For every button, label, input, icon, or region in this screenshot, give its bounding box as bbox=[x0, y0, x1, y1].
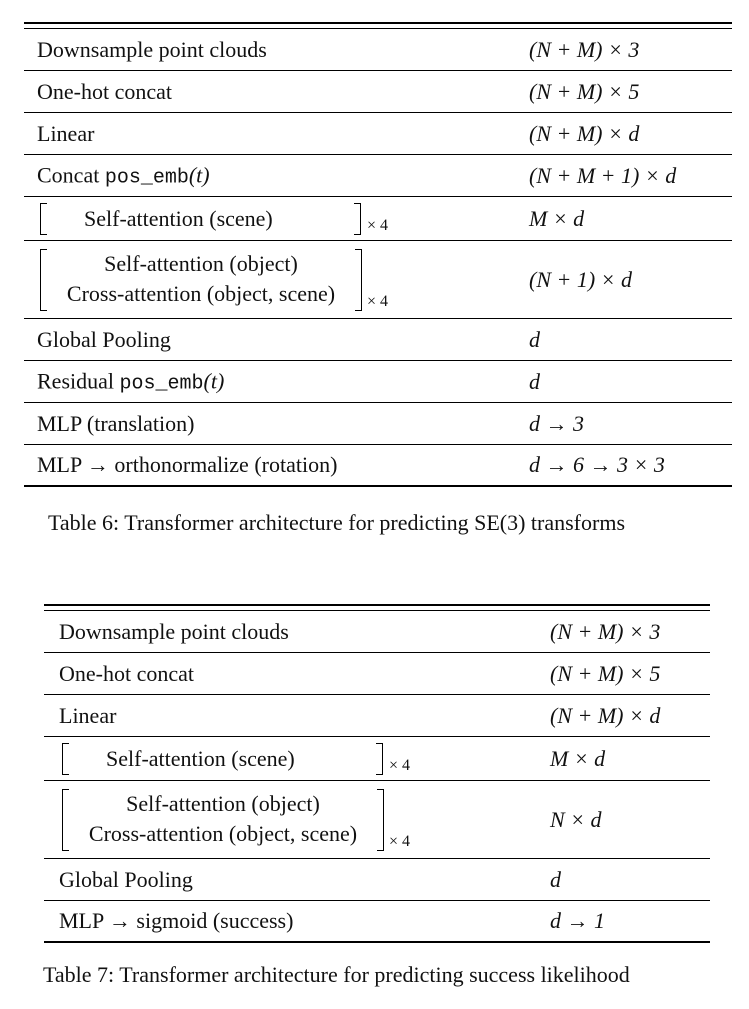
table-row bbox=[24, 113, 732, 155]
table-row bbox=[24, 29, 732, 71]
output-cell: (N + M) × 3 bbox=[529, 36, 640, 62]
layer-line: Cross-attention (object, scene) bbox=[66, 281, 336, 306]
table-7-caption: Table 7: Transformer architecture for predicting success likelihood bbox=[43, 962, 630, 987]
right-bracket bbox=[377, 789, 384, 851]
layer-cell: MLP → orthonormalize (rotation) bbox=[37, 452, 338, 477]
output-cell: d bbox=[550, 866, 561, 892]
layer-cell: Self-attention (scene) bbox=[106, 745, 295, 771]
layer-suffix: (t) bbox=[188, 162, 210, 187]
layer-stack bbox=[68, 789, 378, 849]
table-top-rule bbox=[24, 22, 732, 29]
table-row bbox=[44, 859, 710, 901]
table-6-caption: Table 6: Transformer architecture for predicting SE(3) transforms bbox=[48, 510, 626, 535]
table-row bbox=[24, 319, 732, 361]
table-row bbox=[24, 71, 732, 113]
right-bracket bbox=[354, 203, 361, 235]
repeat-label: × 4 bbox=[389, 833, 411, 850]
repeat-label: × 4 bbox=[367, 293, 389, 310]
layer-cell bbox=[37, 162, 210, 189]
layer-cell: Downsample point clouds bbox=[59, 618, 289, 644]
layer-cell: Self-attention (scene) bbox=[84, 205, 273, 231]
table-row bbox=[44, 737, 710, 781]
output-cell: d → 6 → 3 × 3 bbox=[529, 452, 665, 477]
layer-cell: MLP → sigmoid (success) bbox=[59, 908, 294, 933]
table-7 bbox=[44, 604, 710, 943]
table-row bbox=[24, 361, 732, 403]
output-cell: d → 1 bbox=[550, 908, 605, 933]
output-cell: d → 3 bbox=[529, 410, 584, 436]
output-cell: M × d bbox=[550, 745, 606, 771]
output-cell: (N + M) × 3 bbox=[550, 618, 661, 644]
layer-suffix: (t) bbox=[203, 368, 225, 393]
table-row bbox=[24, 445, 732, 487]
table-row bbox=[24, 241, 732, 319]
table-row bbox=[24, 155, 732, 197]
table-row bbox=[24, 403, 732, 445]
table-row bbox=[24, 197, 732, 241]
layer-line: Self-attention (object) bbox=[104, 251, 298, 276]
layer-stack bbox=[46, 249, 356, 309]
layer-cell: Downsample point clouds bbox=[37, 36, 267, 62]
output-cell: N × d bbox=[550, 806, 602, 832]
output-cell: (N + M) × 5 bbox=[529, 78, 640, 104]
layer-code: pos_emb bbox=[104, 166, 189, 189]
output-cell: (N + M + 1) × d bbox=[529, 162, 677, 188]
layer-cell: Linear bbox=[59, 702, 117, 728]
layer-line: Cross-attention (object, scene) bbox=[88, 821, 358, 846]
layer-cell: Linear bbox=[37, 120, 95, 146]
table-row bbox=[44, 695, 710, 737]
layer-cell: One-hot concat bbox=[59, 660, 194, 686]
repeat-label: × 4 bbox=[389, 757, 411, 774]
output-cell: d bbox=[529, 368, 540, 394]
table-row bbox=[44, 901, 710, 943]
left-bracket bbox=[62, 743, 69, 775]
right-bracket bbox=[376, 743, 383, 775]
output-cell: d bbox=[529, 326, 540, 352]
table-row bbox=[44, 653, 710, 695]
layer-cell: Global Pooling bbox=[37, 326, 171, 352]
layer-cell bbox=[37, 368, 224, 395]
output-cell: M × d bbox=[529, 205, 585, 231]
layer-cell: Global Pooling bbox=[59, 866, 193, 892]
table-row bbox=[44, 781, 710, 859]
repeat-label: × 4 bbox=[367, 217, 389, 234]
output-cell: (N + 1) × d bbox=[529, 266, 633, 292]
output-cell: (N + M) × 5 bbox=[550, 660, 661, 686]
table-row bbox=[44, 611, 710, 653]
output-cell: (N + M) × d bbox=[550, 702, 661, 728]
layer-prefix: Residual bbox=[37, 368, 114, 393]
layer-line: Self-attention (object) bbox=[126, 791, 320, 816]
layer-cell: One-hot concat bbox=[37, 78, 172, 104]
table-top-rule bbox=[44, 604, 710, 611]
layer-prefix: Concat bbox=[37, 162, 100, 187]
left-bracket bbox=[40, 203, 47, 235]
layer-cell: MLP (translation) bbox=[37, 410, 195, 436]
table-6 bbox=[24, 22, 732, 487]
output-cell: (N + M) × d bbox=[529, 120, 640, 146]
layer-code: pos_emb bbox=[119, 372, 204, 395]
right-bracket bbox=[355, 249, 362, 311]
